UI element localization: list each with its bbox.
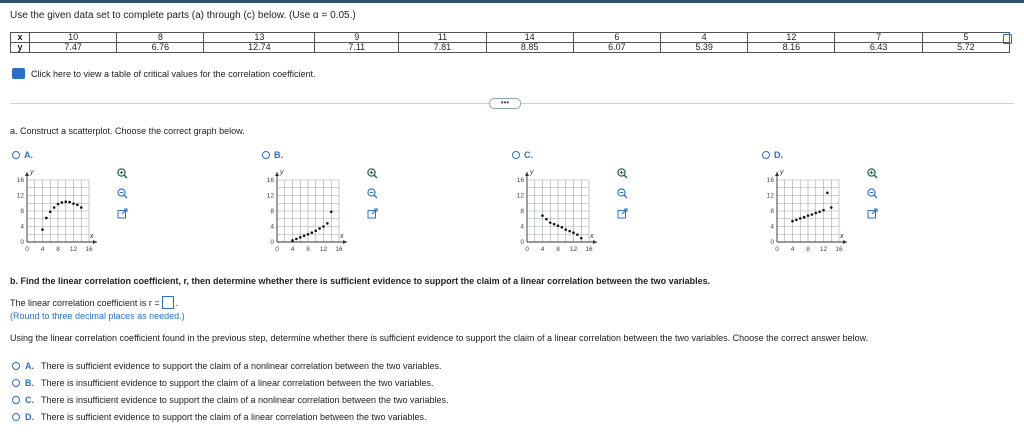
data-point — [307, 233, 310, 236]
x-axis-label: x — [340, 233, 344, 240]
x-axis-label: x — [590, 233, 594, 240]
choice-text: There is sufficient evidence to support the claim of a linear correlation between the two variables. — [41, 412, 427, 422]
data-point — [795, 219, 798, 222]
data-point — [572, 231, 575, 234]
copy-data-icon[interactable] — [1003, 34, 1012, 44]
graph-option-label: C. — [524, 150, 533, 160]
data-point — [553, 223, 556, 226]
x-cell: 5 — [922, 33, 1009, 43]
y-tick-label: 4 — [520, 223, 524, 231]
x-tick-label: 4 — [40, 246, 45, 253]
data-point — [561, 226, 564, 229]
x-tick-label: 8 — [556, 246, 560, 253]
x-cell: 10 — [30, 33, 117, 43]
y-tick-label: 8 — [770, 208, 774, 215]
data-table — [10, 32, 1010, 53]
data-point — [68, 201, 71, 204]
y-cell: 6.43 — [835, 43, 922, 53]
x-cell: 4 — [661, 33, 748, 43]
y-cell: 12.74 — [204, 43, 315, 53]
x-tick-label: 16 — [835, 246, 843, 253]
x-cell: 6 — [573, 33, 660, 43]
y-tick-label: 0 — [520, 239, 524, 246]
data-point — [580, 237, 583, 240]
data-point — [311, 231, 314, 234]
data-point — [49, 210, 52, 213]
y-cell: 7.47 — [30, 43, 117, 53]
y-tick-label: 0 — [270, 239, 274, 246]
data-point — [291, 239, 294, 242]
x-tick-label: 12 — [819, 246, 828, 253]
zoom-out-icon[interactable] — [115, 186, 129, 200]
data-point — [557, 224, 560, 227]
radio-button[interactable] — [762, 151, 770, 159]
y-cell: 8.85 — [486, 43, 573, 53]
data-point — [568, 230, 571, 233]
x-header: x — [11, 33, 30, 43]
data-point — [318, 227, 321, 230]
y-tick-label: 12 — [766, 192, 774, 200]
choice-label: A. — [25, 361, 34, 371]
choice-label: B. — [25, 378, 34, 388]
y-axis-label: y — [280, 169, 284, 176]
radio-button[interactable] — [12, 413, 20, 421]
data-point — [564, 228, 567, 231]
choice-a[interactable] — [12, 361, 442, 371]
expand-dots-button[interactable]: ••• — [489, 98, 521, 109]
y-axis-label: y — [530, 169, 534, 176]
intro-text: Use the given data set to complete parts (a) through (c) below. (Use α = 0.05.) — [10, 10, 356, 21]
y-tick-label: 12 — [16, 192, 24, 200]
data-point — [799, 217, 802, 220]
x-row — [11, 33, 1010, 43]
y-tick-label: 8 — [270, 208, 274, 215]
x-axis-label: x — [90, 233, 94, 240]
y-tick-label: 8 — [20, 208, 24, 215]
choice-c[interactable] — [12, 395, 449, 405]
correlation-answer-input[interactable] — [162, 296, 174, 309]
data-point — [822, 209, 825, 212]
x-arrow — [843, 240, 847, 244]
data-point — [80, 206, 83, 209]
x-tick-label: 4 — [290, 246, 295, 253]
y-header: y — [11, 43, 30, 53]
x-tick-label: 16 — [85, 246, 93, 253]
zoom-in-icon[interactable] — [865, 166, 879, 180]
graph-option-d[interactable] — [762, 150, 783, 160]
choice-label: C. — [25, 395, 34, 405]
data-point — [314, 229, 317, 232]
graph-option-label: B. — [274, 150, 283, 160]
data-point — [303, 235, 306, 238]
radio-button[interactable] — [262, 151, 270, 159]
y-tick-label: 12 — [266, 192, 274, 200]
y-cell: 7.81 — [399, 43, 486, 53]
choice-text: There is sufficient evidence to support the claim of a nonlinear correlation between the two variables. — [41, 361, 442, 371]
graph-tools — [615, 166, 629, 220]
data-point — [807, 214, 810, 217]
y-cell: 6.07 — [573, 43, 660, 53]
top-bar — [0, 0, 1024, 3]
y-tick-label: 0 — [770, 239, 774, 246]
radio-button[interactable] — [512, 151, 520, 159]
choice-b[interactable] — [12, 378, 434, 388]
data-point — [803, 216, 806, 219]
data-point — [326, 222, 329, 225]
x-tick-label: 0 — [525, 246, 529, 253]
part-b-prompt: b. Find the linear correlation coefficient, r, then determine whether there is sufficient evidence to support the claim of a linear correlation between the two variables. — [10, 276, 711, 286]
correlation-prefix: The linear correlation coefficient is r = — [10, 297, 160, 308]
zoom-in-icon[interactable] — [615, 166, 629, 180]
table-icon — [12, 68, 25, 79]
x-tick-label: 8 — [56, 246, 60, 253]
choice-text: There is insufficient evidence to support the claim of a linear correlation between the two variables. — [41, 378, 434, 388]
graph-option-c[interactable] — [512, 150, 533, 160]
open-external-icon[interactable] — [615, 206, 629, 220]
x-arrow — [343, 240, 347, 244]
open-external-icon[interactable] — [365, 206, 379, 220]
x-tick-label: 16 — [585, 246, 593, 253]
choice-label: D. — [25, 412, 34, 422]
zoom-out-icon[interactable] — [365, 186, 379, 200]
y-cell: 5.39 — [661, 43, 748, 53]
question-two: Using the linear correlation coefficient found in the previous step, determine whether there is sufficient evidence to support the claim of a linear correlation between the two variables. Choose the correct answer below. — [10, 333, 869, 343]
y-tick-label: 4 — [270, 223, 274, 231]
data-point — [826, 191, 829, 194]
radio-button[interactable] — [12, 151, 20, 159]
graph-tools — [865, 166, 879, 220]
correlation-row — [10, 296, 178, 309]
x-tick-label: 12 — [319, 246, 328, 253]
scatterplot-c — [512, 162, 612, 254]
graph-option-label: D. — [774, 150, 783, 160]
graph-tools — [115, 166, 129, 220]
x-tick-label: 4 — [540, 246, 545, 253]
choice-d[interactable] — [12, 412, 427, 422]
data-point — [576, 233, 579, 236]
critical-values-link[interactable] — [12, 68, 315, 79]
y-arrow — [25, 172, 29, 176]
x-cell: 14 — [486, 33, 573, 43]
x-tick-label: 0 — [775, 246, 779, 253]
data-point — [322, 225, 325, 228]
data-point — [791, 220, 794, 223]
data-point — [41, 228, 44, 231]
y-axis-label: y — [780, 169, 784, 176]
critical-values-link-text[interactable]: Click here to view a table of critical values for the correlation coefficient. — [31, 68, 316, 79]
x-cell: 9 — [315, 33, 399, 43]
x-cell: 11 — [399, 33, 486, 43]
data-point — [811, 213, 814, 216]
data-point — [61, 201, 64, 204]
data-point — [545, 218, 548, 221]
rounding-note: (Round to three decimal places as needed.) — [10, 311, 185, 321]
data-point — [830, 206, 833, 209]
y-arrow — [275, 172, 279, 176]
x-tick-label: 8 — [806, 246, 810, 253]
x-tick-label: 16 — [335, 246, 343, 253]
zoom-in-icon[interactable] — [115, 166, 129, 180]
y-tick-label: 16 — [516, 177, 524, 184]
y-arrow — [775, 172, 779, 176]
x-axis-label: x — [840, 233, 844, 240]
graph-tools — [365, 166, 379, 220]
radio-button[interactable] — [12, 396, 20, 404]
y-tick-label: 16 — [266, 177, 274, 184]
period: . — [175, 297, 179, 308]
zoom-out-icon[interactable] — [865, 186, 879, 200]
data-point — [76, 204, 79, 207]
y-tick-label: 4 — [770, 223, 774, 231]
y-tick-label: 8 — [520, 208, 524, 215]
open-external-icon[interactable] — [115, 206, 129, 220]
data-point — [299, 236, 302, 239]
y-cell: 7.11 — [315, 43, 399, 53]
part-a-prompt: a. Construct a scatterplot. Choose the correct graph below. — [10, 126, 245, 136]
data-point — [814, 212, 817, 215]
y-row — [11, 43, 1010, 53]
zoom-in-icon[interactable] — [365, 166, 379, 180]
graph-option-b[interactable] — [262, 150, 283, 160]
scatterplot-a — [12, 162, 112, 254]
x-tick-label: 8 — [306, 246, 310, 253]
zoom-out-icon[interactable] — [615, 186, 629, 200]
x-tick-label: 4 — [790, 246, 795, 253]
x-cell: 7 — [835, 33, 922, 43]
data-point — [72, 202, 75, 205]
data-point — [549, 221, 552, 224]
x-tick-label: 12 — [569, 246, 578, 253]
y-cell: 5.72 — [922, 43, 1009, 53]
y-cell: 8.16 — [748, 43, 835, 53]
data-point — [541, 214, 544, 217]
y-tick-label: 16 — [766, 177, 774, 184]
x-tick-label: 12 — [69, 246, 78, 253]
graph-option-label: A. — [24, 150, 33, 160]
graph-option-a[interactable] — [12, 150, 33, 160]
scatterplot-d — [762, 162, 862, 254]
y-tick-label: 12 — [516, 192, 524, 200]
data-point — [45, 217, 48, 220]
radio-button[interactable] — [12, 379, 20, 387]
y-tick-label: 0 — [20, 239, 24, 246]
y-arrow — [525, 172, 529, 176]
x-cell: 8 — [117, 33, 204, 43]
x-tick-label: 0 — [25, 246, 29, 253]
x-arrow — [93, 240, 97, 244]
y-tick-label: 16 — [16, 177, 24, 184]
y-cell: 6.76 — [117, 43, 204, 53]
x-cell: 13 — [204, 33, 315, 43]
data-point — [53, 206, 56, 209]
data-point — [330, 210, 333, 213]
radio-button[interactable] — [12, 362, 20, 370]
x-arrow — [593, 240, 597, 244]
x-tick-label: 0 — [275, 246, 279, 253]
y-axis-label: y — [30, 169, 34, 176]
data-point — [818, 210, 821, 213]
choice-text: There is insufficient evidence to support the claim of a nonlinear correlation between the two variables. — [41, 395, 449, 405]
data-point — [295, 238, 298, 241]
y-tick-label: 4 — [20, 223, 24, 231]
x-cell: 12 — [748, 33, 835, 43]
data-point — [64, 200, 67, 203]
scatterplot-b — [262, 162, 362, 254]
open-external-icon[interactable] — [865, 206, 879, 220]
data-point — [57, 203, 60, 206]
